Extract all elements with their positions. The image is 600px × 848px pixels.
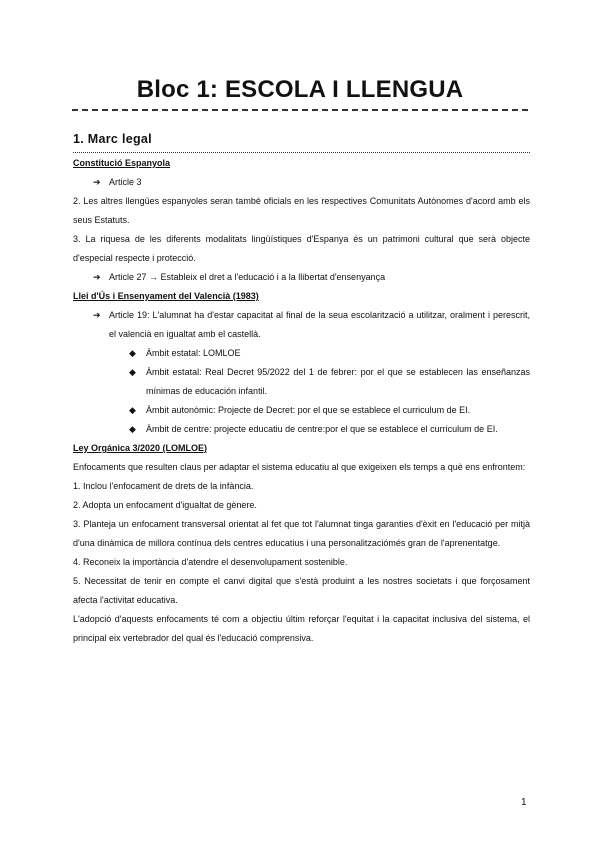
paragraph-lomloe-intro: Enfocaments que resulten claus per adaptar el sistema educatiu al que exigeixen els temps a què ens enfrontem: [73,462,526,472]
list-item-lomloe: 4. Reconeix la importància d'atendre el desenvolupament sostenible. [73,557,348,567]
list-item-lomloe: 2. Adopta un enfocament d'igualtat de gènere. [73,500,257,510]
title-divider [72,109,528,111]
bullet-item [73,420,530,439]
paragraph-lomloe-closing: L'adopció d'aquests enfocaments té com a objectiu últim reforçar l'equitat i la capacitat inclusiva del sistema, el principal eix vertebrador del qual és l'educació comprensiva. [73,614,530,643]
bullet-item [73,401,530,420]
list-item-article-27 [73,268,530,287]
page-number: 1 [521,797,527,808]
section-divider [73,152,530,153]
subheading-constitucio: Constitució Espanyola [73,158,171,168]
diamond-bullet-icon: ◆ [129,367,136,377]
subheading-llei-us: Llei d'Ús i Ensenyament del Valencià (1983) [73,291,259,301]
list-item-lomloe: 5. Necessitat de tenir en compte el canvi digital que s'està produint a les nostres societats i que forçosament afecta l'activitat educativa. [73,576,530,605]
subheading-lomloe: Ley Orgánica 3/2020 (LOMLOE) [73,443,208,453]
arrow-right-icon: ➔ [93,310,101,320]
page-title: Bloc 1: ESCOLA I LLENGUA [136,76,464,103]
bullet-item-text: Àmbit de centre: projecte educatiu de centre:por el que se establece el curriculum de EI. [146,424,498,434]
arrow-right-icon: ➔ [93,177,101,187]
diamond-bullet-icon: ◆ [129,348,136,358]
bullet-item-text: Àmbit autonòmic: Projecte de Decret: por el que se establece el curriculum de EI. [146,405,471,415]
section-heading-marc-legal: 1. Marc legal [73,132,152,146]
diamond-bullet-icon: ◆ [129,424,136,434]
arrow-right-icon: ➔ [93,272,101,282]
bullet-item-text: Àmbit estatal: Real Decret 95/2022 del 1 de febrer: por el que se establecen las enseñanzas mínimas de educación infantil. [146,367,530,396]
list-item-lomloe: 3. Planteja un enfocament transversal orientat al fet que tot l'alumnat tinga garanties d'èxit en l'educació per mitjà d'una dinàmica de millora contínua dels centres educatius i una personalitzaciómés gran de l'aprenentatge. [73,519,530,548]
document-body [73,126,530,648]
list-item-text: Article 19: L'alumnat ha d'estar capacitat al final de la seua escolarització a utilitzar, oralment i perescrit, el valencià en igualtat amb el castellà. [109,310,530,339]
list-item-text: Article 27 → Estableix el dret a l'educació i a la llibertat d'ensenyança [109,272,386,282]
bullet-item [73,363,530,401]
list-item-lomloe: 1. Inclou l'enfocament de drets de la infància. [73,481,254,491]
diamond-bullet-icon: ◆ [129,405,136,415]
paragraph-article3-2: 2. Les altres llengües espanyoles seran també oficials en les respectives Comunitats Autònomes d'acord amb els seus Estatuts. [73,196,530,225]
bullet-item [73,344,530,363]
list-item-article-3 [73,173,530,192]
list-item-article-19 [73,306,530,344]
list-item-text: Article 3 [109,177,142,187]
paragraph-article3-3: 3. La riquesa de les diferents modalitats lingüístiques d'Espanya és un patrimoni cultural que serà objecte d'especial respecte i protecció. [73,234,530,263]
bullet-item-text: Àmbit estatal: LOMLOE [146,348,241,358]
